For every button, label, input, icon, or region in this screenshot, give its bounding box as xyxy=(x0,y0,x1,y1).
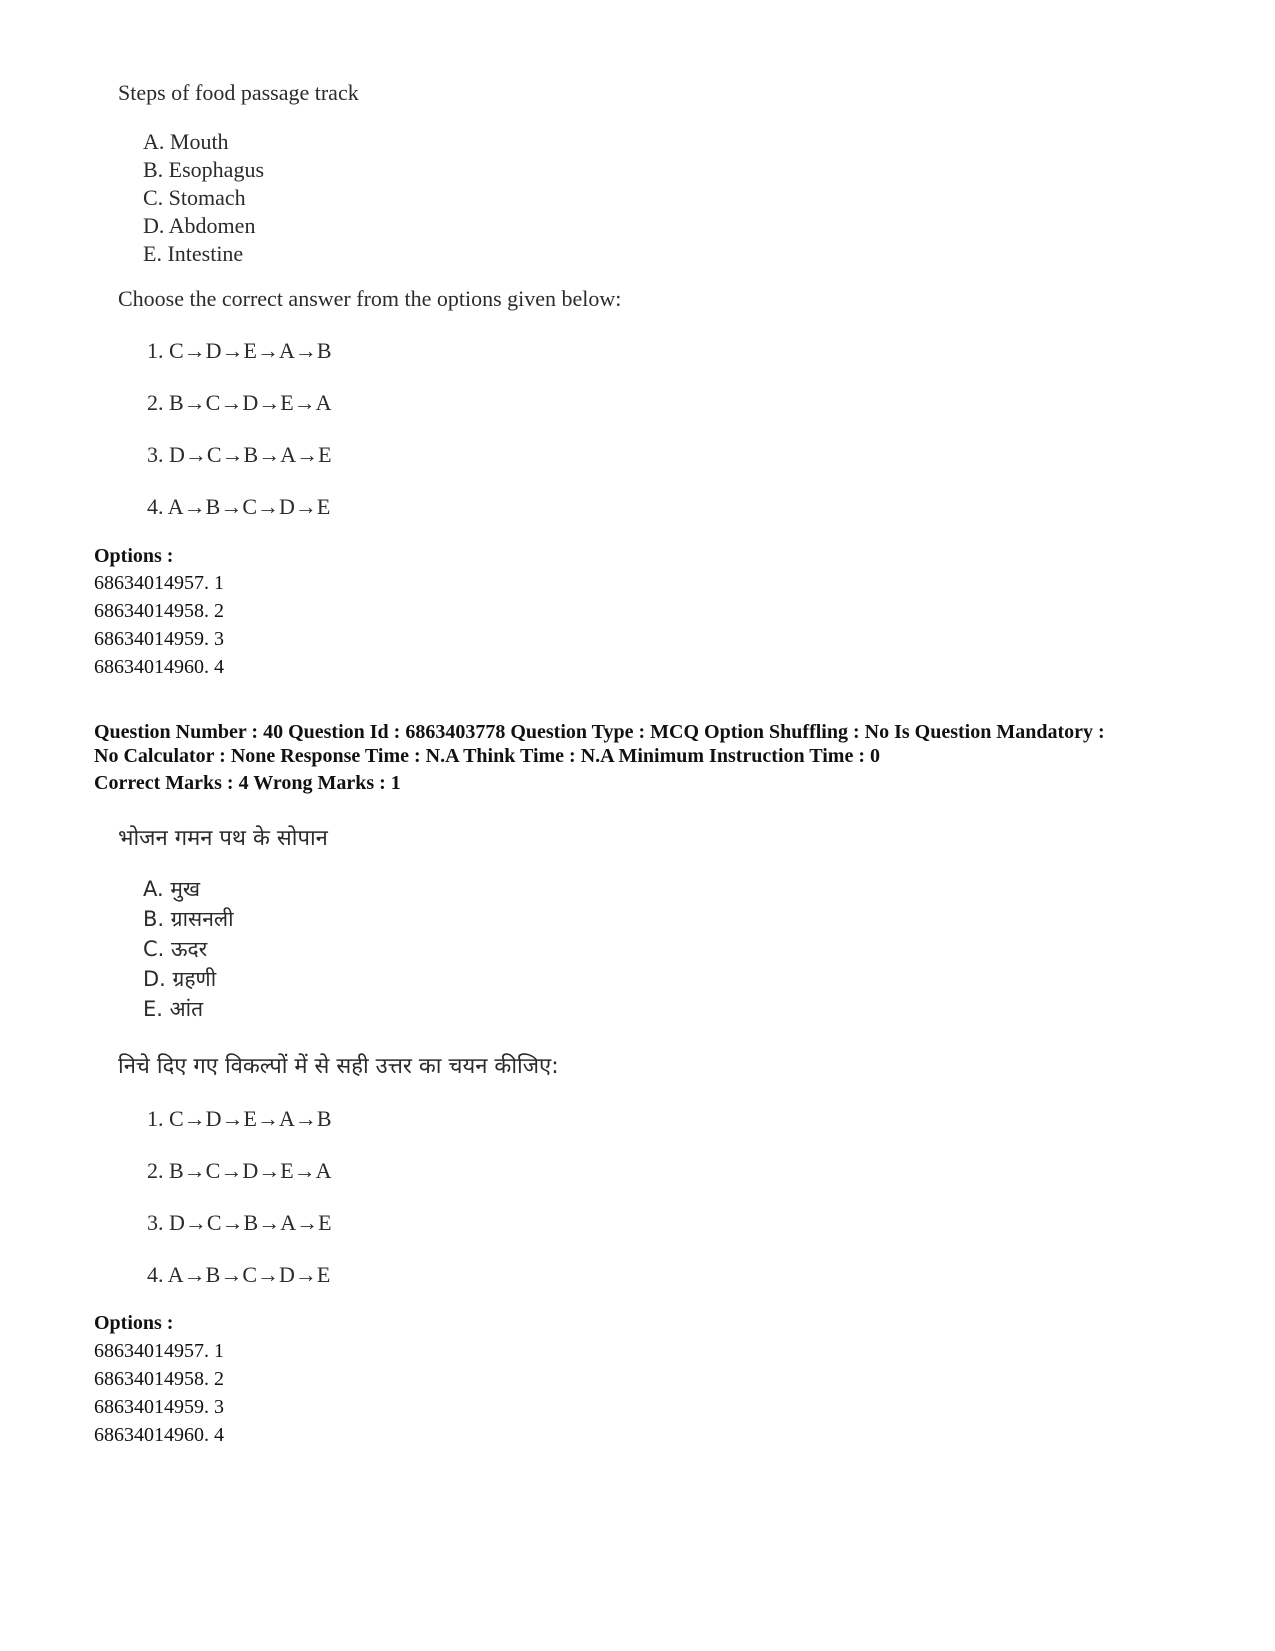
option-row: 68634014960. 4 xyxy=(94,1424,224,1446)
choice-1-en: 1. C→D→E→A→B xyxy=(147,338,332,363)
options-label: Options : xyxy=(94,1312,174,1334)
meta-line-3: Correct Marks : 4 Wrong Marks : 1 xyxy=(94,772,401,794)
option-row: 68634014957. 1 xyxy=(94,1340,224,1362)
options-label: Options : xyxy=(94,545,174,567)
list-item: D. ग्रहणी xyxy=(143,967,217,991)
option-row: 68634014957. 1 xyxy=(94,572,224,594)
question-items-hi xyxy=(143,874,234,1024)
list-item: B. Esophagus xyxy=(143,157,264,182)
instruction-en: Choose the correct answer from the options given below: xyxy=(118,286,622,311)
meta-line-1: Question Number : 40 Question Id : 6863403778 Question Type : MCQ Option Shuffling : No Is Question Mandatory : xyxy=(94,721,1105,743)
list-item: C. ऊदर xyxy=(143,937,208,961)
list-item: B. ग्रासनली xyxy=(143,907,234,931)
list-item: E. आंत xyxy=(143,997,204,1021)
meta-line-2: No Calculator : None Response Time : N.A Think Time : N.A Minimum Instruction Time : 0 xyxy=(94,745,880,767)
list-item: A. Mouth xyxy=(143,129,229,154)
option-row: 68634014960. 4 xyxy=(94,656,224,678)
option-row: 68634014958. 2 xyxy=(94,1368,224,1390)
list-item: E. Intestine xyxy=(143,241,244,266)
question-meta xyxy=(94,720,1214,795)
choice-3-hi: 3. D→C→B→A→E xyxy=(147,1210,332,1235)
choice-2-hi: 2. B→C→D→E→A xyxy=(147,1158,332,1183)
choice-4-hi: 4. A→B→C→D→E xyxy=(147,1262,331,1287)
list-item: A. मुख xyxy=(143,877,201,901)
instruction-hi: निचे दिए गए विकल्पों में से सही उत्तर का चयन कीजिए: xyxy=(118,1054,559,1079)
option-row: 68634014959. 3 xyxy=(94,1396,224,1418)
question-items-en xyxy=(143,128,264,268)
choice-4-en: 4. A→B→C→D→E xyxy=(147,494,331,519)
choice-2-en: 2. B→C→D→E→A xyxy=(147,390,332,415)
question-title-en: Steps of food passage track xyxy=(118,80,359,105)
choice-1-hi: 1. C→D→E→A→B xyxy=(147,1106,332,1131)
option-row: 68634014958. 2 xyxy=(94,600,224,622)
question-title-hi: भोजन गमन पथ के सोपान xyxy=(118,826,328,851)
list-item: C. Stomach xyxy=(143,185,246,210)
list-item: D. Abdomen xyxy=(143,213,256,238)
option-row: 68634014959. 3 xyxy=(94,628,224,650)
choice-3-en: 3. D→C→B→A→E xyxy=(147,442,332,467)
